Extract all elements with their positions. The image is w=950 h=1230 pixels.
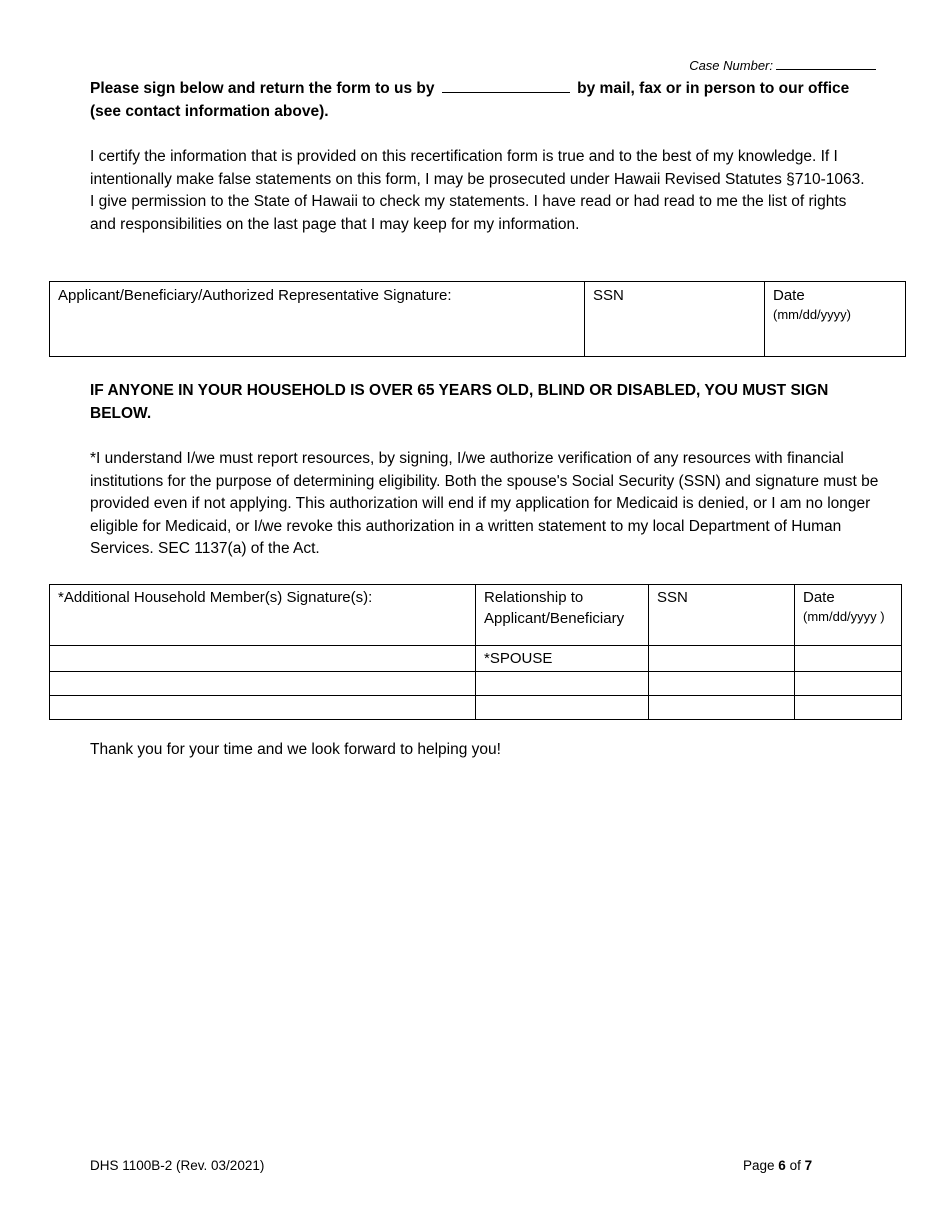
applicant-ssn-label: SSN — [593, 287, 624, 304]
applicant-signature-cell[interactable] — [50, 282, 585, 357]
household-relationship-cell[interactable] — [476, 696, 649, 720]
household-relationship-cell[interactable] — [476, 672, 649, 696]
return-date-blank[interactable] — [442, 78, 570, 93]
household-signature-cell[interactable] — [50, 672, 476, 696]
page-indicator — [743, 1158, 812, 1173]
table-row — [50, 672, 902, 696]
table-row — [50, 696, 902, 720]
household-signature-cell[interactable] — [50, 696, 476, 720]
household-relationship-label: Relationship to Applicant/Beneficiary — [484, 589, 625, 627]
household-date-cell[interactable] — [795, 646, 902, 672]
case-number-blank[interactable] — [776, 57, 876, 70]
household-signature-label: *Additional Household Member(s) Signature(s): — [58, 589, 373, 606]
household-date-label: Date — [803, 589, 835, 606]
page-of: of — [789, 1158, 801, 1173]
household-ssn-cell[interactable] — [649, 646, 795, 672]
household-date-cell[interactable] — [795, 672, 902, 696]
applicant-signature-label: Applicant/Beneficiary/Authorized Representative Signature: — [58, 287, 452, 304]
page-total: 7 — [804, 1158, 813, 1173]
sign-instruction — [90, 77, 880, 123]
household-date-header — [795, 585, 902, 646]
household-ssn-cell[interactable] — [649, 672, 795, 696]
household-date-cell[interactable] — [795, 696, 902, 720]
household-table-header — [50, 585, 902, 646]
page-prefix: Page — [743, 1158, 775, 1173]
case-number-field — [560, 57, 876, 73]
authorization-paragraph: *I understand I/we must report resources, by signing, I/we authorize verification of any resources with financial institutions for the purpose of determining eligibility. Both the spouse's Social Security (SSN) and signature must be provided even if not applying. This authorization will end if my application for Medicaid is denied, or I am no longer eligible for Medicaid, or I/we revoke this authorization in a written statement to my local Department of Human Services. SEC 1137(a) of the Act. — [90, 450, 879, 558]
household-signature-header — [50, 585, 476, 646]
household-relationship-cell[interactable]: *SPOUSE — [476, 646, 649, 672]
case-number-label: Case Number: — [689, 58, 773, 73]
thank-you-message: Thank you for your time and we look forward to helping you! — [90, 741, 501, 758]
applicant-date-label: Date — [773, 287, 805, 304]
household-signature-cell[interactable] — [50, 646, 476, 672]
form-id: DHS 1100B-2 (Rev. 03/2021) — [90, 1158, 265, 1173]
page-current: 6 — [778, 1158, 786, 1173]
sign-instruction-part1: Please sign below and return the form to us by — [90, 80, 435, 97]
household-ssn-header — [649, 585, 795, 646]
applicant-signature-table — [49, 281, 906, 357]
household-relationship-header — [476, 585, 649, 646]
applicant-date-cell[interactable] — [765, 282, 906, 357]
table-row — [50, 646, 902, 672]
applicant-ssn-cell[interactable] — [585, 282, 765, 357]
household-ssn-label: SSN — [657, 589, 688, 606]
household-date-format: (mm/dd/yyyy ) — [803, 609, 885, 624]
sign-instruction-part2: by mail, fax or in person to our office (see contact information above). — [90, 80, 850, 120]
household-ssn-cell[interactable] — [649, 696, 795, 720]
certification-paragraph: I certify the information that is provided on this recertification form is true and to the best of my knowledge. If I intentionally make false statements on this form, I may be prosecuted under Hawaii Revised Statutes §710-1063. I give permission to the State of Hawaii to check my statements. I have read or had read to me the list of rights and responsibilities on the last page that I may keep for my information. — [90, 148, 865, 233]
household-signature-table — [49, 584, 902, 720]
applicant-date-format: (mm/dd/yyyy) — [773, 307, 851, 322]
over65-heading: IF ANYONE IN YOUR HOUSEHOLD IS OVER 65 YEARS OLD, BLIND OR DISABLED, YOU MUST SIGN BELOW. — [90, 382, 829, 422]
